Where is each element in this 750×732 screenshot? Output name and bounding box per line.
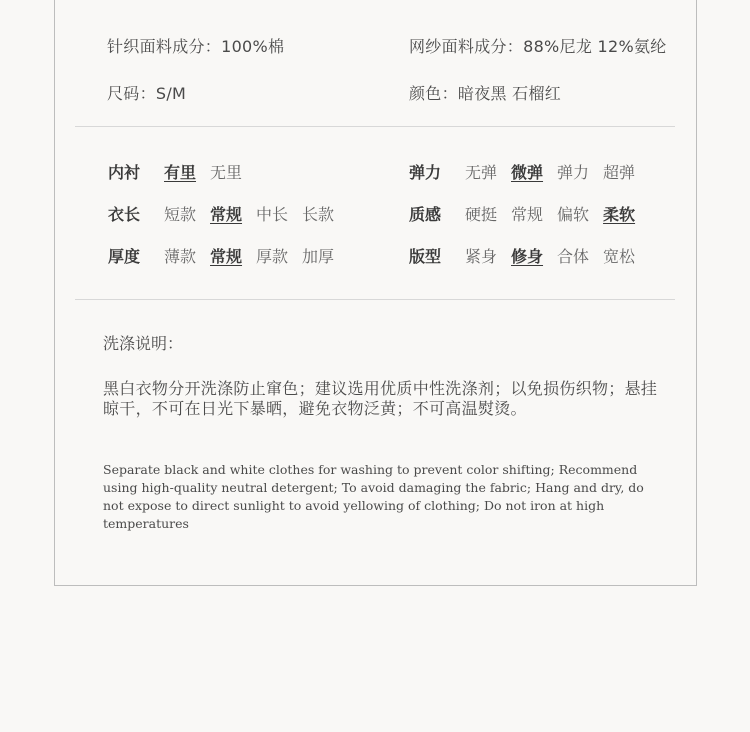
attribute-option-selected: 有里 <box>164 163 197 182</box>
attribute-row <box>409 202 649 225</box>
attribute-row <box>108 244 348 267</box>
attribute-label: 质感 <box>409 205 442 224</box>
attribute-option-selected: 微弹 <box>511 163 544 182</box>
attribute-option: 宽松 <box>603 247 636 266</box>
attribute-option: 无里 <box>210 163 243 182</box>
attribute-option-selected: 修身 <box>511 247 544 266</box>
attribute-label: 弹力 <box>409 163 442 182</box>
attribute-option: 加厚 <box>302 247 335 266</box>
attribute-option-selected: 常规 <box>210 247 243 266</box>
attribute-option: 中长 <box>256 205 289 224</box>
care-instructions-english: Separate black and white clothes for washing to prevent color shifting; Recommend using high-quality neutral detergent; To avoid damaging the fabric; Hang and dry, do not expose to direct sunlight to avoid yellowing of clothing; Do not iron at high temperatures <box>103 462 644 531</box>
attribute-row <box>409 244 649 267</box>
mesh-fabric-composition: 网纱面料成分：88%尼龙 12%氨纶 <box>409 37 667 56</box>
attribute-option: 紧身 <box>465 247 498 266</box>
attribute-option: 长款 <box>302 205 335 224</box>
attribute-row <box>108 202 348 225</box>
attribute-option: 厚款 <box>256 247 289 266</box>
attribute-label: 内衬 <box>108 163 141 182</box>
attribute-option: 薄款 <box>164 247 197 266</box>
section-divider <box>75 299 675 300</box>
attribute-label: 版型 <box>409 247 442 266</box>
care-instructions-chinese: 黑白衣物分开洗涤防止窜色；建议选用优质中性洗涤剂；以免损伤织物；悬挂晾干，不可在日光下暴晒，避免衣物泛黄；不可高温熨烫。 <box>103 379 658 418</box>
care-instructions-title: 洗涤说明： <box>103 334 184 353</box>
attribute-option-selected: 柔软 <box>603 205 636 224</box>
attribute-option: 硬挺 <box>465 205 498 224</box>
attribute-row <box>409 160 649 183</box>
attribute-option: 无弹 <box>465 163 498 182</box>
attribute-option: 超弹 <box>603 163 636 182</box>
attribute-option-selected: 常规 <box>210 205 243 224</box>
attribute-option: 短款 <box>164 205 197 224</box>
size-info: 尺码：S/M <box>107 84 187 103</box>
attribute-option: 偏软 <box>557 205 590 224</box>
attribute-label: 厚度 <box>108 247 141 266</box>
attribute-option: 合体 <box>557 247 590 266</box>
section-divider <box>75 126 675 127</box>
attribute-label: 衣长 <box>108 205 141 224</box>
attribute-option: 常规 <box>511 205 544 224</box>
color-info: 颜色：暗夜黑 石榴红 <box>409 84 562 103</box>
attribute-row <box>108 160 256 183</box>
knit-fabric-composition: 针织面料成分：100%棉 <box>107 37 285 56</box>
attribute-option: 弹力 <box>557 163 590 182</box>
